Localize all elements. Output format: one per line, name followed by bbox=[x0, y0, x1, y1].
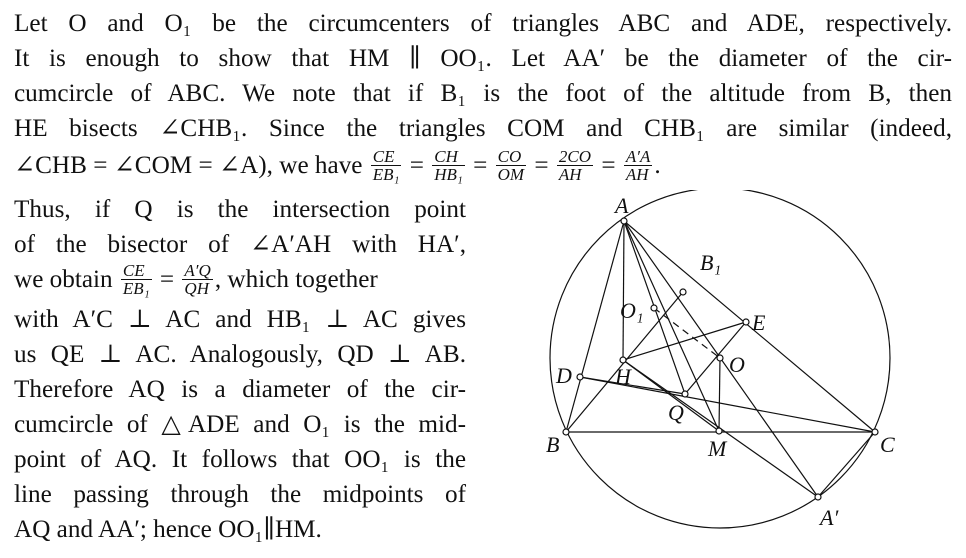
segment-om bbox=[719, 358, 720, 431]
point-q bbox=[682, 391, 688, 397]
text-line-15: AQ and AA′; hence OO₁∥HM. bbox=[14, 516, 322, 543]
fraction-2co-ah bbox=[557, 148, 593, 183]
equals-sign: = bbox=[159, 266, 175, 293]
text-line-8 bbox=[14, 262, 466, 299]
line5-prefix: ∠CHB = ∠COM = ∠A), we have bbox=[14, 152, 363, 179]
point-e bbox=[743, 319, 749, 325]
equals-sign: = bbox=[473, 152, 488, 179]
point-a-prime bbox=[815, 494, 821, 500]
label-o: O bbox=[729, 352, 745, 377]
label-m: M bbox=[708, 436, 727, 461]
text-line-3: cumcircle of ABC. We note that if B₁ is the foot of the altitude from B, then bbox=[14, 80, 952, 107]
fraction-ce-eb1 bbox=[371, 148, 402, 183]
fraction-denominator: EB₁ bbox=[372, 164, 400, 184]
point-m bbox=[716, 428, 722, 434]
line8-prefix: we obtain bbox=[14, 266, 113, 293]
fraction-co-om bbox=[496, 148, 526, 183]
text-line-7: of the bisector of ∠A′AH with HA′, bbox=[14, 231, 466, 258]
label-e: E bbox=[752, 310, 766, 335]
equals-sign: = bbox=[601, 152, 616, 179]
text-line-2: It is enough to show that HM ∥ OO₁. Let AA′ be the diameter of the cir- bbox=[14, 45, 952, 72]
fraction-denominator: QH bbox=[184, 278, 209, 298]
text-line-11: Therefore AQ is a diameter of the cir- bbox=[14, 376, 466, 403]
point-a bbox=[621, 218, 627, 224]
fraction-numerator: 2CO bbox=[558, 146, 592, 166]
point-o1 bbox=[651, 305, 657, 311]
text-line-1: Let O and O₁ be the circumcenters of triangles ABC and ADE, respectively. bbox=[14, 10, 952, 37]
label-b: B bbox=[546, 432, 560, 457]
point-b bbox=[563, 429, 569, 435]
fraction-numerator: A′Q bbox=[184, 260, 211, 280]
text-line-6: Thus, if Q is the intersection point bbox=[14, 196, 466, 223]
text-line-12: cumcircle of △ADE and O₁ is the mid- bbox=[14, 411, 466, 438]
point-o bbox=[717, 355, 723, 361]
label-h: H bbox=[615, 364, 631, 389]
text-line-14: line passing through the midpoints of bbox=[14, 481, 466, 508]
segment-ca bbox=[818, 432, 875, 497]
text-line-10: us QE ⊥ AC. Analogously, QD ⊥ AB. bbox=[14, 341, 466, 368]
fraction-aa-ah bbox=[624, 148, 653, 183]
fraction-denominator: AH bbox=[558, 164, 582, 184]
fraction-numerator: CE bbox=[371, 148, 402, 166]
point-h bbox=[620, 357, 626, 363]
label-d: D bbox=[556, 363, 572, 388]
text-line-5 bbox=[14, 148, 952, 185]
point-b1 bbox=[680, 289, 686, 295]
label-b1: B₁ bbox=[700, 250, 722, 275]
line5-suffix: . bbox=[654, 152, 661, 179]
segment-dq bbox=[580, 377, 685, 394]
text-line-13: point of AQ. It follows that OO₁ is the bbox=[14, 446, 466, 473]
fraction-denominator: EB₁ bbox=[122, 278, 150, 298]
fraction-ch-hb1 bbox=[432, 148, 465, 183]
label-q: Q bbox=[668, 400, 684, 425]
label-c: C bbox=[880, 432, 895, 457]
line8-suffix: , which together bbox=[214, 266, 378, 293]
fraction-numerator: CH bbox=[432, 148, 465, 166]
label-o1: O₁ bbox=[620, 298, 644, 323]
text-line-9: with A′C ⊥ AC and HB₁ ⊥ AC gives bbox=[14, 306, 466, 333]
point-d bbox=[577, 374, 583, 380]
fraction-denominator: OM bbox=[497, 164, 525, 184]
fraction-denominator: HB₁ bbox=[434, 164, 463, 184]
equals-sign: = bbox=[534, 152, 549, 179]
label-a: A bbox=[615, 193, 629, 218]
equals-sign: = bbox=[409, 152, 424, 179]
geometry-figure bbox=[530, 190, 950, 540]
altitude-from-a bbox=[623, 221, 624, 360]
fraction-denominator: AH bbox=[625, 164, 649, 184]
fraction-numerator: CE bbox=[121, 262, 152, 280]
fraction-numerator: A′A bbox=[625, 146, 651, 166]
fraction-aq-qh bbox=[182, 262, 212, 297]
label-a-prime: A′ bbox=[820, 505, 839, 530]
fraction-numerator: CO bbox=[496, 148, 526, 166]
text-line-4: HE bisects ∠CHB₁. Since the triangles COM and CHB₁ are similar (indeed, bbox=[14, 115, 952, 142]
side-ab bbox=[566, 221, 624, 432]
point-c bbox=[872, 429, 878, 435]
fraction-ce-eb1 bbox=[121, 262, 152, 297]
